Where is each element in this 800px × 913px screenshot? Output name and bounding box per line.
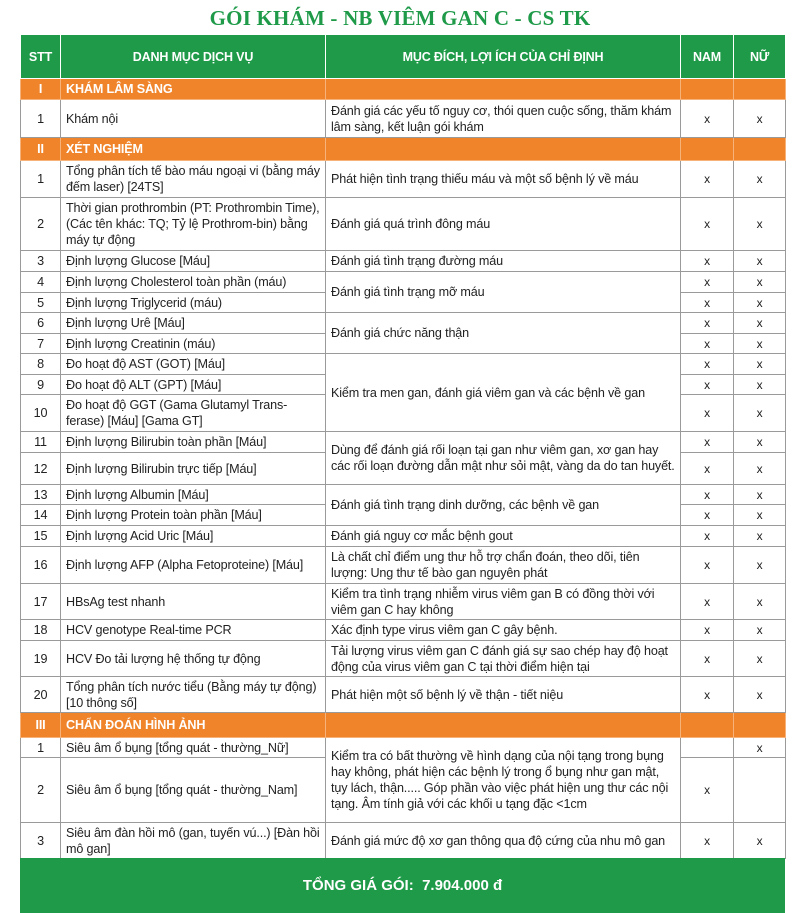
male-mark: x <box>681 272 734 293</box>
female-mark: x <box>734 485 786 505</box>
table-row <box>21 272 786 293</box>
section-empty-cell <box>326 138 681 161</box>
male-mark: x <box>681 161 734 198</box>
service-purpose: Là chất chỉ điểm ung thư hỗ trợ chẩn đoán, theo dõi, tiên lượng: Ung thư tế bào gan nguyên phát <box>326 547 681 584</box>
male-mark: x <box>681 823 734 859</box>
male-mark: x <box>681 584 734 620</box>
male-mark: x <box>681 375 734 395</box>
service-name: Siêu âm đàn hồi mô (gan, tuyến vú...) [Đàn hồi mô gan] <box>61 823 326 859</box>
row-number: 15 <box>21 526 61 547</box>
header-service: DANH MỤC DỊCH VỤ <box>61 35 326 79</box>
service-name: Định lượng Protein toàn phần [Máu] <box>61 505 326 526</box>
row-number: 6 <box>21 313 61 334</box>
service-name: Định lượng Albumin [Máu] <box>61 485 326 505</box>
row-number: 3 <box>21 251 61 272</box>
table-row <box>21 161 786 198</box>
row-number: 8 <box>21 354 61 375</box>
row-number: 1 <box>21 161 61 198</box>
row-number: 7 <box>21 334 61 354</box>
service-name: Định lượng Bilirubin trực tiếp [Máu] <box>61 453 326 485</box>
service-purpose: Tải lượng virus viêm gan C đánh giá sự sao chép hay độ hoạt động của virus viêm gan C tại thời điểm hiện tại <box>326 641 681 677</box>
male-mark: x <box>681 100 734 138</box>
row-number: 11 <box>21 432 61 453</box>
service-name: Định lượng Bilirubin toàn phần [Máu] <box>61 432 326 453</box>
female-mark: x <box>734 505 786 526</box>
service-name: Định lượng Creatinin (máu) <box>61 334 326 354</box>
table-header-row <box>21 35 786 79</box>
row-number: 3 <box>21 823 61 859</box>
table-row <box>21 620 786 641</box>
table-row <box>21 547 786 584</box>
table-row <box>21 432 786 453</box>
female-mark: x <box>734 641 786 677</box>
service-purpose: Đánh giá các yếu tố nguy cơ, thói quen cuộc sống, thăm khám lâm sàng, kết luận gói khám <box>326 100 681 138</box>
male-mark: x <box>681 453 734 485</box>
row-number: 1 <box>21 738 61 758</box>
row-number: 19 <box>21 641 61 677</box>
male-mark: x <box>681 526 734 547</box>
service-name: Định lượng Triglycerid (máu) <box>61 293 326 313</box>
service-purpose: Đánh giá tình trạng dinh dưỡng, các bệnh về gan <box>326 485 681 526</box>
section-header-row <box>21 79 786 100</box>
male-mark: x <box>681 432 734 453</box>
table-row <box>21 677 786 713</box>
service-name: HBsAg test nhanh <box>61 584 326 620</box>
row-number: 2 <box>21 758 61 823</box>
section-empty-cell <box>734 138 786 161</box>
table-row <box>21 251 786 272</box>
service-purpose: Đánh giá chức năng thận <box>326 313 681 354</box>
service-purpose: Phát hiện một số bệnh lý về thận - tiết niệu <box>326 677 681 713</box>
female-mark: x <box>734 354 786 375</box>
service-name: Định lượng Cholesterol toàn phần (máu) <box>61 272 326 293</box>
service-purpose: Xác định type virus viêm gan C gây bệnh. <box>326 620 681 641</box>
service-name: Định lượng Glucose [Máu] <box>61 251 326 272</box>
male-mark: x <box>681 485 734 505</box>
service-name: Đo hoạt độ AST (GOT) [Máu] <box>61 354 326 375</box>
female-mark: x <box>734 272 786 293</box>
row-number: 2 <box>21 198 61 251</box>
section-number: I <box>21 79 61 100</box>
service-purpose: Dùng để đánh giá rối loạn tại gan như viêm gan, xơ gan hay các rối loạn đường dẫn mật như sỏi mật, vàng da do tan huyết. <box>326 432 681 485</box>
female-mark: x <box>734 161 786 198</box>
row-number: 10 <box>21 395 61 432</box>
page-title: GÓI KHÁM - NB VIÊM GAN C - CS TK <box>209 6 591 30</box>
service-name: Định lượng AFP (Alpha Fetoproteine) [Máu] <box>61 547 326 584</box>
row-number: 16 <box>21 547 61 584</box>
table-row <box>21 313 786 334</box>
male-mark: x <box>681 354 734 375</box>
section-empty-cell <box>326 713 681 738</box>
male-mark: x <box>681 505 734 526</box>
service-purpose: Đánh giá quá trình đông máu <box>326 198 681 251</box>
female-mark <box>734 758 786 823</box>
section-empty-cell <box>734 713 786 738</box>
service-purpose: Kiểm tra men gan, đánh giá viêm gan và các bệnh về gan <box>326 354 681 432</box>
male-mark: x <box>681 758 734 823</box>
section-empty-cell <box>681 138 734 161</box>
male-mark: x <box>681 313 734 334</box>
row-number: 9 <box>21 375 61 395</box>
total-label: TỔNG GIÁ GÓI: <box>302 877 414 894</box>
female-mark: x <box>734 620 786 641</box>
row-number: 4 <box>21 272 61 293</box>
female-mark: x <box>734 100 786 138</box>
table-row <box>21 738 786 758</box>
table-row <box>21 485 786 505</box>
section-title: KHÁM LÂM SÀNG <box>61 79 326 100</box>
male-mark: x <box>681 334 734 354</box>
female-mark: x <box>734 738 786 758</box>
row-number: 18 <box>21 620 61 641</box>
header-stt: STT <box>21 35 61 79</box>
service-name: Đo hoạt độ ALT (GPT) [Máu] <box>61 375 326 395</box>
service-name: Đo hoạt độ GGT (Gama Glutamyl Trans-ferase) [Máu] [Gama GT] <box>61 395 326 432</box>
service-name: Tổng phân tích tế bào máu ngoại vi (bằng máy đếm laser) [24TS] <box>61 161 326 198</box>
header-female: NỮ <box>734 35 786 79</box>
row-number: 12 <box>21 453 61 485</box>
table-row <box>21 198 786 251</box>
row-number: 5 <box>21 293 61 313</box>
service-purpose: Đánh giá tình trạng đường máu <box>326 251 681 272</box>
header-male: NAM <box>681 35 734 79</box>
service-purpose: Kiểm tra tình trạng nhiễm virus viêm gan B có đồng thời với viêm gan C hay không <box>326 584 681 620</box>
table-row <box>21 641 786 677</box>
male-mark: x <box>681 547 734 584</box>
service-name: HCV genotype Real-time PCR <box>61 620 326 641</box>
male-mark: x <box>681 677 734 713</box>
service-name: Khám nội <box>61 100 326 138</box>
service-name: Tổng phân tích nước tiểu (Bằng máy tự động) [10 thông số] <box>61 677 326 713</box>
row-number: 1 <box>21 100 61 138</box>
row-number: 17 <box>21 584 61 620</box>
section-number: III <box>21 713 61 738</box>
row-number: 20 <box>21 677 61 713</box>
male-mark: x <box>681 198 734 251</box>
section-header-row <box>21 713 786 738</box>
service-purpose: Kiểm tra có bất thường về hình dạng của nội tạng trong bụng hay không, phát hiện các bệnh lý trong ổ bụng như gan mật, tụy lách, thận..... Góp phần vào việc phát hiện ung thư các nội tạng. Âm tính giả với các khối u tạng đặc <1cm <box>326 738 681 823</box>
header-purpose: MỤC ĐÍCH, LỢI ÍCH CỦA CHỈ ĐỊNH <box>326 35 681 79</box>
section-title: XÉT NGHIỆM <box>61 138 326 161</box>
male-mark: x <box>681 395 734 432</box>
service-name: Siêu âm ổ bụng [tổng quát - thường_Nam] <box>61 758 326 823</box>
male-mark: x <box>681 293 734 313</box>
row-number: 14 <box>21 505 61 526</box>
female-mark: x <box>734 251 786 272</box>
female-mark: x <box>734 526 786 547</box>
female-mark: x <box>734 677 786 713</box>
male-mark: x <box>681 620 734 641</box>
section-number: II <box>21 138 61 161</box>
service-purpose: Đánh giá mức độ xơ gan thông qua độ cứng của nhu mô gan <box>326 823 681 859</box>
total-value: 7.904.000 đ <box>422 877 503 894</box>
male-mark: x <box>681 251 734 272</box>
service-name: Định lượng Acid Uric [Máu] <box>61 526 326 547</box>
service-purpose: Đánh giá nguy cơ mắc bệnh gout <box>326 526 681 547</box>
table-row <box>21 354 786 375</box>
table-row <box>21 100 786 138</box>
section-header-row <box>21 138 786 161</box>
female-mark: x <box>734 432 786 453</box>
section-empty-cell <box>681 713 734 738</box>
service-name: Thời gian prothrombin (PT: Prothrombin Time), (Các tên khác: TQ; Tỷ lệ Prothrom-bin) bằng máy tự động <box>61 198 326 251</box>
service-name: Định lượng Urê [Máu] <box>61 313 326 334</box>
section-empty-cell <box>326 79 681 100</box>
female-mark: x <box>734 334 786 354</box>
female-mark: x <box>734 375 786 395</box>
total-price-bar <box>20 858 785 913</box>
service-purpose: Đánh giá tình trạng mỡ máu <box>326 272 681 313</box>
female-mark: x <box>734 293 786 313</box>
service-table <box>20 34 786 859</box>
section-title: CHẨN ĐOÁN HÌNH ẢNH <box>61 713 326 738</box>
female-mark: x <box>734 313 786 334</box>
row-number: 13 <box>21 485 61 505</box>
section-empty-cell <box>734 79 786 100</box>
service-name: HCV Đo tải lượng hệ thống tự động <box>61 641 326 677</box>
section-empty-cell <box>681 79 734 100</box>
male-mark <box>681 738 734 758</box>
female-mark: x <box>734 584 786 620</box>
female-mark: x <box>734 395 786 432</box>
male-mark: x <box>681 641 734 677</box>
service-name: Siêu âm ổ bụng [tổng quát - thường_Nữ] <box>61 738 326 758</box>
female-mark: x <box>734 823 786 859</box>
female-mark: x <box>734 198 786 251</box>
female-mark: x <box>734 453 786 485</box>
table-row <box>21 823 786 859</box>
service-purpose: Phát hiện tình trạng thiếu máu và một số bệnh lý về máu <box>326 161 681 198</box>
table-row <box>21 526 786 547</box>
female-mark: x <box>734 547 786 584</box>
table-row <box>21 584 786 620</box>
